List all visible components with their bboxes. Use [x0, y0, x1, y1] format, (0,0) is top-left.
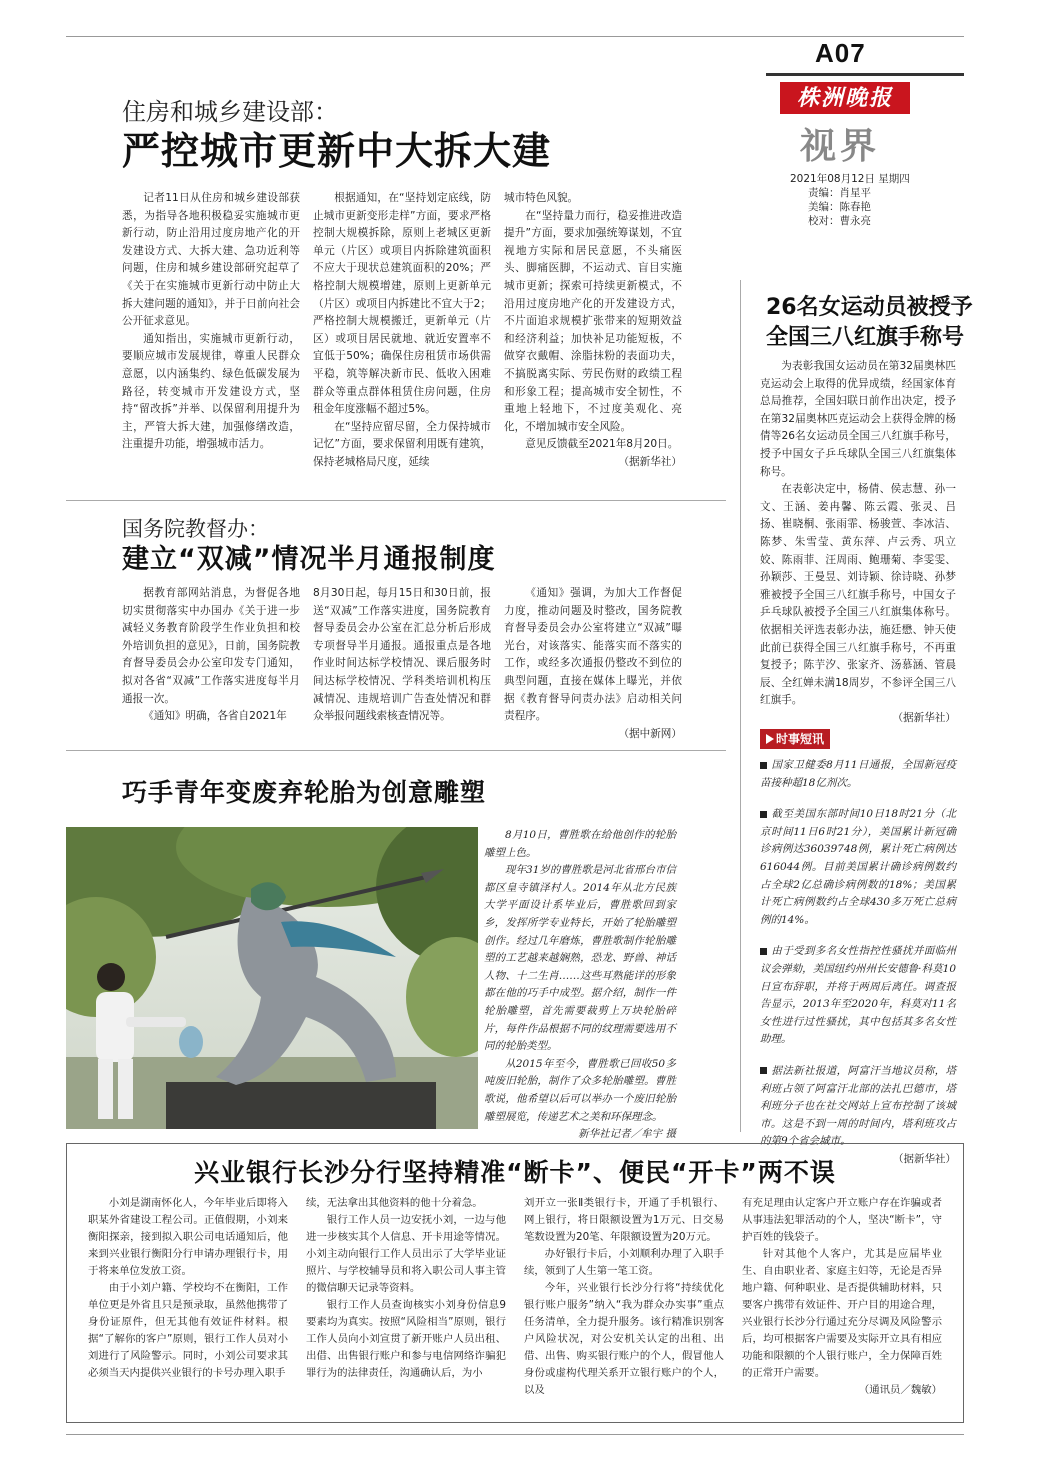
bullet-icon	[760, 1067, 767, 1074]
column-divider	[740, 280, 741, 1132]
article1-col1	[122, 190, 300, 454]
page-number: A07	[815, 38, 866, 68]
article2-headline	[122, 537, 496, 576]
article1-col3	[504, 190, 682, 472]
brief-text: 据法新社报道，阿富汗当地议员称，塔利班占领了阿富汗北部的法扎巴德市，塔利班分子也在社交网站上宣布控制了该城市。这是不到一周的时间内，塔利班攻占的第9个省会城市。	[760, 1064, 956, 1148]
article2-kicker: 国务院教督办：	[122, 517, 269, 541]
issue-meta	[790, 172, 910, 228]
bank-paragraph: 办好银行卡后，小刘顺利办理了入职手续，领到了人生第一笔工资。	[524, 1248, 724, 1277]
header-rule	[766, 73, 964, 76]
article2-col2	[313, 585, 491, 726]
bank-paragraph: 银行工作人员查询核实小刘身份信息9要素均为真实。按照“风险相当”原则，银行工作人员向小刘宣贯了新开账户人员出租、出借、出售银行账户和参与电信网络诈骗犯罪行为的法律责任，沟通确认后，为小	[306, 1299, 506, 1379]
briefs-list	[760, 757, 956, 1168]
article1-paragraph: 意见反馈截至2021年8月20日。	[525, 438, 679, 451]
sidebar-paragraph: 为表彰我国女运动员在第32届奥林匹克运动会上取得的优异成绩，经国家体育总局推荐，全国妇联日前作出决定，授予在第32届奥林匹克运动会上获得金牌的杨倩等26名女运动员全国三八红旗手称号，授予中国女子乒乓球队全国三八红旗集体称号。	[760, 360, 956, 478]
bank-source: （通讯员／魏敏）	[858, 1384, 942, 1396]
sidebar-paragraph: 在表彰决定中，杨倩、侯志慧、孙一文、王涵、姜冉馨、陈云霞、张灵、吕扬、崔晓桐、张雨霏、杨骏萱、李冰洁、陈梦、朱雪莹、黄东萍、卢云秀、巩立姣、陈雨菲、汪周雨、鲍珊菊、李雯雯、孙颖莎、王曼昱、刘诗颖、徐诗晓、孙梦雅被授予全国三八红旗手称号，中国女子乒乓球队被授予全国三八红旗集体称号。依据相关评选表彰办法，施廷懋、钟天使此前已获得全国三八红旗手称号，不再重复授予；陈芋汐、张家齐、汤慕涵、管晨辰、全红婵未满18周岁，不参评全国三八红旗手。	[760, 483, 956, 707]
article1-paragraph: 在“坚持应留尽留，全力保持城市记忆”方面，要求保留利用既有建筑，保持老城格局尺度，延续	[313, 420, 491, 468]
bank-paragraph: 有充足理由认定客户开立账户存在诈骗或者从事违法犯罪活动的个人，坚决“断卡”，守护百姓的钱袋子。	[742, 1197, 942, 1243]
bottom-rule	[66, 1434, 964, 1435]
section-name: 视界	[800, 125, 881, 167]
article2-paragraph: 《通知》强调，为加大工作督促力度，推动问题及时整改，国务院教育督导委员会办公室将建立“双减”曝光台，对该落实、能落实而不落实的工作，或经多次通报仍整改不到位的典型问题，直接在媒体上曝光，并依据《教育督导问责办法》启动相关问责程序。	[504, 587, 682, 723]
photo-caption	[484, 827, 676, 1144]
article1-paragraph: 通知指出，实施城市更新行动，要顺应城市发展规律，尊重人民群众意愿，以内涵集约、绿色低碳发展为路径，转变城市开发建设方式，坚持“留改拆”并举、以保留利用提升为主，严管大拆大建，加强修缮改造，注重提升功能，增强城市活力。	[122, 332, 300, 451]
newspaper-logo: 株洲晚报	[780, 82, 910, 114]
caption-paragraph: 8月10日，曹胜歌在给他创作的轮胎雕塑上色。	[484, 829, 676, 859]
brief-item	[760, 806, 956, 929]
brief-item	[760, 943, 956, 1049]
article1-paragraph: 根据通知，在“坚持划定底线，防止城市更新变形走样”方面，要求严格控制大规模拆除，原则上老城区更新单元（片区）或项目内拆除建筑面积不应大于现状总建筑面积的20%；严格控制大规模增建，原则上更新单元（片区）或项目内拆建比不宜大于2；严格控制大规模搬迁，更新单元（片区）或项目居民就地、就近安置率不宜低于50%；确保住房租赁市场供需平稳，筑等解决新市民、低收入困难群众等重点群体租赁住房问题，住房租金年度涨幅不超过5%。	[313, 192, 491, 416]
article2-col1	[122, 585, 300, 726]
article1-paragraph: 在“坚持量力而行，稳妥推进改造提升”方面，要求加强统筹谋划，不宜视地方实际和居民意愿，不头痛医头、脚痛医脚，不运动式、盲目实施城市更新；探索可持续更新模式，不沿用过度房地产化的开发建设方式，不片面追求规模扩张带来的短期效益和经济利益；加快补足功能短板，不做穿衣戴帽、涂脂抹粉的表面功夫，不搞脱离实际、劳民伤财的政绩工程和形象工程；提高城市安全韧性，不重地上轻地下，不过度美观化、亮化，不增加城市安全风险。	[504, 209, 682, 433]
bank-col2	[306, 1195, 506, 1382]
sculpture-photo	[66, 827, 478, 1129]
briefs-tag: 时事短讯	[760, 729, 830, 749]
article1-source: （据新华社）	[618, 455, 682, 468]
photo-credit: 新华社记者／牟宇 摄	[578, 1128, 676, 1141]
briefs-source: （据新华社）	[893, 1152, 956, 1165]
bank-col4	[742, 1195, 942, 1399]
sidebar-source: （据新华社）	[892, 711, 956, 724]
bank-paragraph: 针对其他个人客户，尤其是应届毕业生、自由职业者、家庭主妇等，无论是否异地户籍、何种职业、是否提供辅助材料，只要客户携带有效证件、开户目的用途合理，兴业银行长沙分行通过充分尽调及风险警示后，均可根据客户需要及实际开立具有相应功能和限额的个人银行账户，全力保障百姓的正常开户需要。	[742, 1248, 942, 1379]
article1-paragraph: 记者11日从住房和城乡建设部获悉，为指导各地积极稳妥实施城市更新行动，防止沿用过度房地产化的开发建设方式、大拆大建、急功近利等问题，住房和城乡建设部研究起草了《关于在实施城市更新行动中防止大拆大建问题的通知》，并于日前向社会公开征求意见。	[122, 192, 300, 328]
sidebar-headline	[766, 293, 973, 353]
designer-credit: 美编：陈春艳	[808, 201, 871, 213]
article2-paragraph: 《通知》明确，各省自2021年	[143, 710, 287, 723]
top-rule	[66, 36, 964, 37]
brief-text: 国家卫健委8月11日通报，全国新冠疫苗接种超18亿剂次。	[760, 759, 956, 789]
divider	[66, 750, 726, 751]
bank-paragraph: 今年，兴业银行长沙分行将“持续优化银行账户服务”纳入“我为群众办实事”重点任务清单，全力提升服务。该行精准识别客户风险状况，对公安机关认定的出租、出借、出售、购买银行账户的个人，假冒他人身份或虚构代理关系开立银行账户的个人，以及	[524, 1282, 724, 1396]
bank-paragraph: 续，无法拿出其他资料的他十分着急。	[306, 1197, 483, 1209]
bank-headline: 兴业银行长沙分行坚持精准“断卡”、便民“开卡”两不误	[194, 1158, 836, 1187]
brief-item	[760, 757, 956, 792]
article1-col2	[313, 190, 491, 472]
article2-headline-part: 建立	[122, 544, 178, 575]
caption-paragraph: 现年31岁的曹胜歌是河北省邢台市信都区皇寺镇泽村人。2014年从北方民族大学平面设计系毕业后，曹胜歌回到家乡，发挥所学专业特长，开始了轮胎雕塑创作。经过几年磨炼，曹胜歌制作轮胎雕塑的工艺越来越娴熟，恐龙、野兽、神话人物、十二生肖……这些耳熟能详的形象都在他的巧手中成型。据介绍，制作一件轮胎雕塑，首先需要裁剪上万块轮胎碎片，每件作品根据不同的纹理需要选用不同的轮胎类型。	[484, 864, 676, 1053]
article1-kicker: 住房和城乡建设部：	[122, 98, 338, 126]
article2-source: （据中新网）	[618, 727, 682, 740]
article2-paragraph: 8月30日起，每月15日和30日前，报送“双减”工作落实进度，国务院教育督导委员会办公室在汇总分析后形成专项督导半月通报。通报重点是各地作业时间达标学校情况、课后服务时间达标学校情况、学科类培训机构压减情况、违规培训广告查处情况和群众举报问题线索核查情况等。	[313, 587, 491, 723]
sidebar-body	[760, 358, 956, 727]
bank-paragraph: 银行工作人员一边安抚小刘，一边与他进一步核实其个人信息、开卡用途等情况。小刘主动向银行工作人员出示了大学毕业证照片、与学校辅导员和将入职公司人事主管的微信聊天记录等资料。	[306, 1214, 506, 1294]
bank-col1	[88, 1195, 288, 1382]
editor-credit: 责编：肖星平	[808, 187, 871, 199]
photo-illustration	[66, 827, 478, 1129]
article1-headline: 严控城市更新中大拆大建	[122, 129, 552, 173]
sidebar-headline-line: 全国三八红旗手称号	[766, 325, 965, 350]
bank-paragraph: 小刘是湖南怀化人，今年毕业后即将入职某外省建设工程公司。正值假期，小刘来衡阳探亲，接到拟入职公司电话通知后，他来到兴业银行衡阳分行申请办理银行卡，用于将来单位发放工资。	[88, 1197, 288, 1277]
article2-headline-part: “双减”	[178, 544, 272, 575]
bullet-icon	[760, 762, 767, 769]
bullet-icon	[760, 948, 767, 955]
brief-item	[760, 1063, 956, 1151]
divider	[66, 500, 726, 501]
article2-headline-part: 情况半月通报制度	[271, 544, 496, 575]
article3-headline: 巧手青年变废弃轮胎为创意雕塑	[122, 778, 487, 807]
bank-paragraph: 由于小刘户籍、学校均不在衡阳，工作单位更是外省且只是预录取，虽然他携带了身份证原件，但无其他有效证件材料。根据“了解你的客户”原则，银行工作人员对小刘进行了风险警示。同时，小刘公司要求其必须当天内提供兴业银行的卡号办理入职手	[88, 1282, 288, 1379]
brief-text: 截至美国东部时间10日18时21分（北京时间11日6时21分），美国累计新冠确诊病例达36039748例，累计死亡病例达616044例。目前美国累计确诊病例数约占全球2亿总确诊病例数的18%；美国累计死亡病例数约占全球430多万死亡总病例的14%。	[760, 808, 956, 926]
bank-col3	[524, 1195, 724, 1399]
article1-paragraph: 城市特色风貌。	[504, 192, 579, 204]
sidebar-headline-line: 26名女运动员被授予	[766, 295, 973, 320]
proofreader-credit: 校对：曹永亮	[808, 215, 871, 227]
brief-text: 由于受到多名女性指控性骚扰并面临州议会弹劾，美国纽约州州长安德鲁·科莫10日宣布辞职，并将于两周后离任。调查报告显示，2013年至2020年，科莫对11名女性进行过性骚扰，其中包括其多名女性助理。	[760, 945, 956, 1046]
bullet-icon	[760, 811, 767, 818]
article2-col3	[504, 585, 682, 743]
article2-paragraph: 据教育部网站消息，为督促各地切实贯彻落实中办国办《关于进一步减轻义务教育阶段学生作业负担和校外培训负担的意见》，日前，国务院教育督导委员会办公室印发专门通知，拟对各省“双减”工作落实进度每半月通报一次。	[122, 587, 300, 705]
bank-paragraph: 刘开立一张Ⅱ类银行卡，开通了手机银行、网上银行，将日限额设置为1万元、日交易笔数设置为20笔、年限额设置为20万元。	[524, 1197, 724, 1243]
issue-date: 2021年08月12日 星期四	[790, 173, 910, 185]
caption-paragraph: 从2015年至今，曹胜歌已回收50多吨废旧轮胎，制作了众多轮胎雕塑。曹胜歌说，他希望以后可以举办一个废旧轮胎雕塑展览，传递艺术之美和环保理念。	[484, 1057, 676, 1123]
